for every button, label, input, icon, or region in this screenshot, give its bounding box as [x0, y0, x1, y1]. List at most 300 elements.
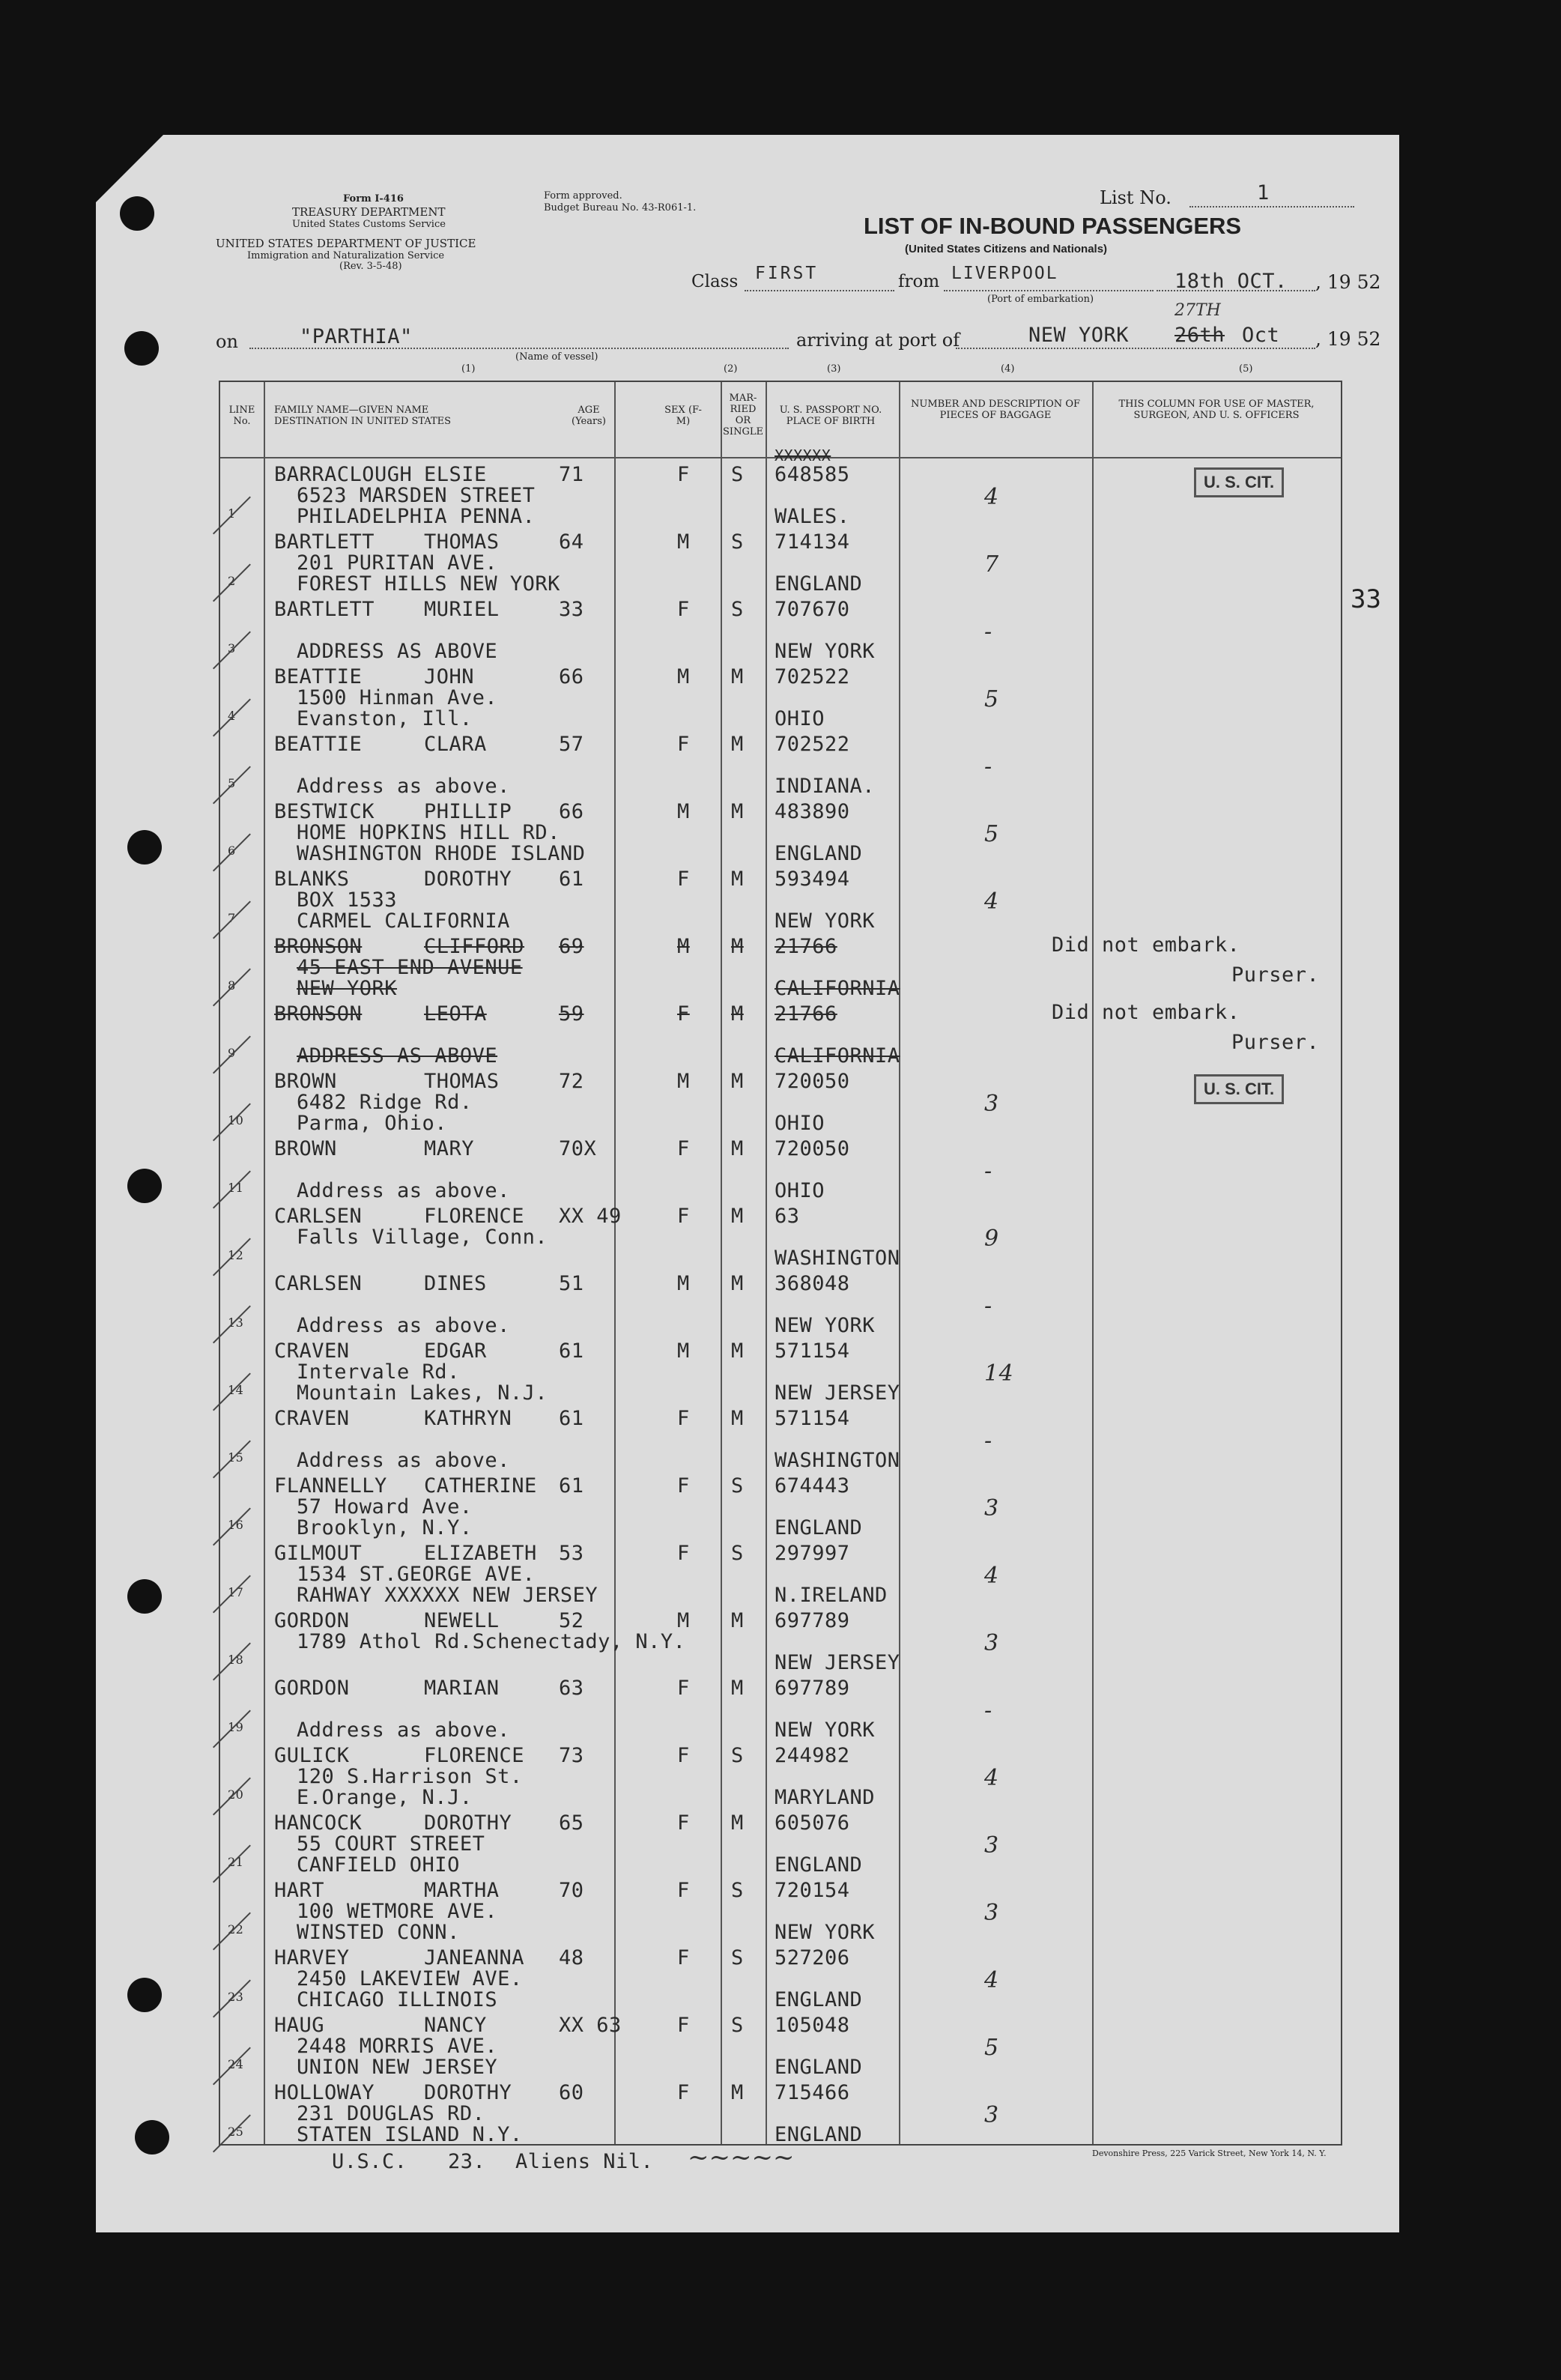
marital-status: S	[731, 1474, 744, 1498]
age: 60	[559, 2081, 584, 2104]
birthplace: WASHINGTON	[775, 1247, 900, 1270]
age: 61	[559, 1474, 584, 1498]
arrival-month: Oct	[1242, 324, 1280, 347]
passport-number: 720050	[775, 1137, 850, 1160]
binder-hole	[127, 1978, 162, 2012]
sex: F	[677, 733, 690, 756]
passport-number: 21766	[775, 935, 837, 958]
table-row	[220, 1470, 1341, 1537]
sex: M	[677, 935, 690, 958]
address-line-1: 1534 ST.GEORGE AVE.	[297, 1563, 536, 1586]
side-number: 33	[1351, 584, 1381, 614]
sex: F	[677, 1474, 690, 1498]
baggage-count: 3	[984, 1495, 999, 1521]
marital-status: M	[731, 1811, 744, 1835]
given-name: LEOTA	[424, 1002, 487, 1026]
age: 66	[559, 665, 584, 688]
us-citizen-stamp: U. S. CIT.	[1194, 467, 1284, 497]
date-departure: 18th OCT.	[1174, 270, 1288, 293]
birthplace: ENGLAND	[775, 842, 863, 865]
sex: F	[677, 2014, 690, 2037]
address-line-1: 57 Howard Ave.	[297, 1495, 473, 1518]
table-row	[220, 1335, 1341, 1405]
col-number-4: (4)	[1001, 363, 1015, 375]
address-line-2: Address as above.	[297, 1179, 510, 1202]
family-name: BLANKS	[274, 867, 350, 891]
table-row	[220, 1065, 1341, 1133]
address-line-2: Brooklyn, N.Y.	[297, 1516, 473, 1539]
birthplace: ENGLAND	[775, 2056, 863, 2079]
col-number-2: (2)	[724, 363, 738, 375]
footer-aliens: Aliens Nil.	[515, 2150, 654, 2173]
passport-number: 63	[775, 1205, 800, 1228]
family-name: GULICK	[274, 1744, 350, 1767]
line-number: 15	[228, 1450, 244, 1465]
table-row	[220, 998, 1341, 1068]
sex: F	[677, 867, 690, 891]
sex: M	[677, 665, 690, 688]
birthplace: OHIO	[775, 1112, 825, 1135]
address-line-1: 55 COURT STREET	[297, 1832, 485, 1856]
birthplace: WALES.	[775, 505, 850, 528]
baggage-count: 14	[984, 1360, 1014, 1387]
col-number-1: (1)	[461, 363, 476, 375]
col-header-baggage: NUMBER AND DESCRIPTION OF PIECES OF BAGGAGE	[910, 399, 1080, 421]
passport-number: 702522	[775, 733, 850, 756]
age: 52	[559, 1609, 584, 1632]
address-line-1: BOX 1533	[297, 888, 398, 912]
customs-label: United States Customs Service	[292, 219, 446, 230]
marital-status: S	[731, 1542, 744, 1565]
did-not-embark-note: Did not embark.	[1052, 933, 1240, 957]
age: XX 49	[559, 1205, 622, 1228]
address-line-1: 201 PURITAN AVE.	[297, 551, 498, 575]
address-line-2: WINSTED CONN.	[297, 1921, 460, 1944]
address-line-2: UNION NEW JERSEY	[297, 2056, 498, 2079]
given-name: DOROTHY	[424, 1811, 512, 1835]
marital-status: S	[731, 463, 744, 486]
age: 61	[559, 1407, 584, 1430]
line-number: 25	[228, 2125, 244, 2139]
binder-hole	[120, 196, 154, 231]
age: 66	[559, 800, 584, 823]
ins-label: Immigration and Naturalization Service	[247, 250, 445, 261]
address-line-2: CANFIELD OHIO	[297, 1853, 460, 1877]
table-row	[220, 2077, 1341, 2144]
col-number-5: (5)	[1239, 363, 1253, 375]
age: 71	[559, 463, 584, 486]
class-label: Class	[691, 272, 739, 291]
marital-status: M	[731, 665, 744, 688]
marital-status: M	[731, 1002, 744, 1026]
on-label: on	[216, 331, 238, 352]
address-line-1: HOME HOPKINS HILL RD.	[297, 821, 560, 844]
birthplace: NEW YORK	[775, 1921, 876, 1944]
birthplace: CALIFORNIA	[775, 1044, 900, 1068]
baggage-count: 3	[984, 1900, 999, 1926]
given-name: DOROTHY	[424, 2081, 512, 2104]
passport-number: 715466	[775, 2081, 850, 2104]
col-number-3: (3)	[827, 363, 841, 375]
marital-status: S	[731, 530, 744, 554]
address-line-1: 6482 Ridge Rd.	[297, 1091, 473, 1114]
arrival-date-struck: 26th	[1174, 324, 1225, 347]
table-row	[220, 1942, 1341, 2009]
vessel-note: (Name of vessel)	[515, 351, 598, 363]
vessel-name: "PARTHIA"	[300, 325, 413, 348]
binder-hole	[127, 830, 162, 865]
marital-status: M	[731, 1677, 744, 1700]
given-name: MARTHA	[424, 1879, 500, 1902]
line-number: 13	[228, 1315, 244, 1330]
footer-usc-label: U.S.C.	[332, 2150, 407, 2173]
sex: F	[677, 1542, 690, 1565]
age: 48	[559, 1946, 584, 1969]
table-row	[220, 863, 1341, 933]
binder-hole	[127, 1579, 162, 1614]
line-number: 21	[228, 1855, 244, 1869]
binder-hole	[127, 1169, 162, 1203]
family-name: HAUG	[274, 2014, 325, 2037]
line-number: 22	[228, 1922, 244, 1937]
table-row	[220, 1807, 1341, 1877]
col-header-age: AGE (Years)	[572, 405, 606, 427]
line-number: 6	[228, 844, 236, 858]
given-name: EDGAR	[424, 1339, 487, 1363]
passport-number: 527206	[775, 1946, 850, 1969]
line-number: 24	[228, 2057, 244, 2071]
family-name: HART	[274, 1879, 325, 1902]
line-number: 18	[228, 1653, 244, 1667]
birthplace: NEW YORK	[775, 1314, 876, 1337]
age: 61	[559, 1339, 584, 1363]
baggage-count: 4	[984, 1765, 999, 1791]
address-line-2: Address as above.	[297, 775, 510, 798]
birthplace: WASHINGTON	[775, 1449, 900, 1472]
baggage-count: -	[984, 1158, 992, 1184]
line-number: 23	[228, 1990, 244, 2004]
baggage-count: 9	[984, 1226, 999, 1252]
line-number: 16	[228, 1518, 244, 1532]
marital-status: M	[731, 800, 744, 823]
sex: F	[677, 598, 690, 621]
age: 51	[559, 1272, 584, 1295]
address-line-2: E.Orange, N.J.	[297, 1786, 473, 1809]
table-row	[220, 1672, 1341, 1742]
line-number: 19	[228, 1720, 244, 1734]
address-line-2: PHILADELPHIA PENNA.	[297, 505, 536, 528]
passport-number: 720154	[775, 1879, 850, 1902]
marital-status: M	[731, 1339, 744, 1363]
line-number: 17	[228, 1585, 244, 1599]
purser-label: Purser.	[1231, 963, 1320, 987]
birthplace: ENGLAND	[775, 1516, 863, 1539]
family-name: HANCOCK	[274, 1811, 363, 1835]
line-number: 5	[228, 776, 236, 790]
marital-status: M	[731, 1070, 744, 1093]
sex: F	[677, 1744, 690, 1767]
marital-status: S	[731, 1879, 744, 1902]
line-number: 11	[228, 1181, 244, 1195]
age: 57	[559, 733, 584, 756]
baggage-count: 5	[984, 821, 999, 847]
address-line-1: 2448 MORRIS AVE.	[297, 2035, 498, 2058]
family-name: BARTLETT	[274, 530, 375, 554]
baggage-count: -	[984, 1698, 992, 1724]
passport-number: 105048	[775, 2014, 850, 2037]
marital-status: M	[731, 2081, 744, 2104]
marital-status: S	[731, 1744, 744, 1767]
address-line-1: 1789 Athol Rd.Schenectady, N.Y.	[297, 1630, 686, 1653]
table-row	[220, 661, 1341, 728]
family-name: HARVEY	[274, 1946, 350, 1969]
line-number: 9	[228, 1046, 236, 1060]
given-name: ELSIE	[424, 463, 487, 486]
family-name: HOLLOWAY	[274, 2081, 375, 2104]
family-name: CRAVEN	[274, 1339, 350, 1363]
given-name: MARIAN	[424, 1677, 500, 1700]
passport-number: 605076	[775, 1811, 850, 1835]
table-row	[220, 728, 1341, 796]
baggage-count: 4	[984, 1967, 999, 1993]
baggage-count: 3	[984, 1832, 999, 1859]
folded-corner	[96, 135, 163, 202]
passport-number: 702522	[775, 665, 850, 688]
address-line-2: ADDRESS AS ABOVE	[297, 1044, 498, 1068]
table-row	[220, 2009, 1341, 2077]
table-row	[220, 1133, 1341, 1200]
passport-number: 593494	[775, 867, 850, 891]
passport-number: 707670	[775, 598, 850, 621]
address-line-1: 120 S.Harrison St.	[297, 1765, 523, 1788]
sex: F	[677, 1205, 690, 1228]
table-row	[220, 1402, 1341, 1470]
sex: M	[677, 800, 690, 823]
family-name: GORDON	[274, 1609, 350, 1632]
family-name: BEATTIE	[274, 665, 363, 688]
address-line-1: 45 EAST END AVENUE	[297, 956, 523, 979]
birthplace: NEW YORK	[775, 640, 876, 663]
birthplace: NEW JERSEY	[775, 1381, 900, 1405]
sex: M	[677, 1272, 690, 1295]
birthplace: ENGLAND	[775, 572, 863, 596]
address-line-2: FOREST HILLS NEW YORK	[297, 572, 560, 596]
col-header-sex: SEX (F-M)	[664, 405, 702, 427]
age: 69	[559, 935, 584, 958]
family-name: BRONSON	[274, 1002, 363, 1026]
form-approved: Form approved.	[544, 190, 622, 202]
passport-number: 714134	[775, 530, 850, 554]
address-line-1: 1500 Hinman Ave.	[297, 686, 498, 709]
family-name: CRAVEN	[274, 1407, 350, 1430]
manifest-page	[96, 135, 1399, 2232]
given-name: PHILLIP	[424, 800, 512, 823]
given-name: CLARA	[424, 733, 487, 756]
age: 65	[559, 1811, 584, 1835]
table-row	[220, 1739, 1341, 1807]
table-row	[220, 1537, 1341, 1605]
birthplace: CALIFORNIA	[775, 977, 900, 1000]
line-number: 12	[228, 1248, 244, 1262]
marital-status: M	[731, 1407, 744, 1430]
family-name: GORDON	[274, 1677, 350, 1700]
address-line-2: CHICAGO ILLINOIS	[297, 1988, 498, 2011]
family-name: FLANNELLY	[274, 1474, 387, 1498]
birthplace: MARYLAND	[775, 1786, 876, 1809]
sex: F	[677, 1879, 690, 1902]
purser-label: Purser.	[1231, 1031, 1320, 1054]
line-number: 14	[228, 1383, 244, 1397]
check-mark	[213, 2115, 251, 2153]
address-line-2: Evanston, Ill.	[297, 707, 473, 730]
line-number: 7	[228, 911, 236, 925]
birthplace: ENGLAND	[775, 1853, 863, 1877]
given-name: MARY	[424, 1137, 475, 1160]
list-no-label: List No.	[1100, 187, 1171, 208]
address-line-2: Address as above.	[297, 1719, 510, 1742]
col-header-officers: THIS COLUMN FOR USE OF MASTER, SURGEON, AND U. S. OFFICERS	[1118, 399, 1315, 421]
sex: F	[677, 1407, 690, 1430]
table-row	[220, 1874, 1341, 1942]
table-row	[220, 1605, 1341, 1672]
family-name: BESTWICK	[274, 800, 375, 823]
given-name: JOHN	[424, 665, 475, 688]
table-row	[220, 593, 1341, 661]
year-departure: , 19 52	[1315, 271, 1381, 293]
address-line-2: Address as above.	[297, 1314, 510, 1337]
passport-number: 368048	[775, 1272, 850, 1295]
line-number: 1	[228, 506, 236, 521]
birthplace: N.IRELAND	[775, 1584, 888, 1607]
class-value: FIRST	[755, 264, 819, 283]
sex: F	[677, 1137, 690, 1160]
given-name: FLORENCE	[424, 1744, 525, 1767]
given-name: MURIEL	[424, 598, 500, 621]
sex: F	[677, 1002, 690, 1026]
baggage-count: 4	[984, 484, 999, 510]
footer-usc-count: 23.	[448, 2150, 486, 2173]
given-name: CLIFFORD	[424, 935, 525, 958]
baggage-count: -	[984, 1428, 992, 1454]
sex: M	[677, 530, 690, 554]
family-name: BRONSON	[274, 935, 363, 958]
sex: M	[677, 1339, 690, 1363]
passport-number: 674443	[775, 1474, 850, 1498]
age: 73	[559, 1744, 584, 1767]
marital-status: M	[731, 867, 744, 891]
did-not-embark-note: Did not embark.	[1052, 1001, 1240, 1024]
baggage-count: -	[984, 754, 992, 780]
list-no-value: 1	[1257, 181, 1270, 205]
age: 61	[559, 867, 584, 891]
family-name: CARLSEN	[274, 1272, 363, 1295]
address-line-2: STATEN ISLAND N.Y.	[297, 2123, 523, 2146]
baggage-count: -	[984, 619, 992, 645]
given-name: DOROTHY	[424, 867, 512, 891]
passport-number: 697789	[775, 1677, 850, 1700]
family-name: BROWN	[274, 1137, 337, 1160]
baggage-count: 5	[984, 686, 999, 712]
page-title: LIST OF IN-BOUND PASSENGERS	[864, 213, 1242, 239]
line-number: 4	[228, 709, 236, 723]
passport-number: 571154	[775, 1407, 850, 1430]
baggage-count: 3	[984, 2102, 999, 2128]
family-name: CARLSEN	[274, 1205, 363, 1228]
address-line-1: 2450 LAKEVIEW AVE.	[297, 1967, 523, 1990]
age: 33	[559, 598, 584, 621]
sex: F	[677, 1677, 690, 1700]
binder-hole	[135, 2120, 169, 2155]
address-line-2: RAHWAY XXXXXX NEW JERSEY	[297, 1584, 598, 1607]
sex: F	[677, 1946, 690, 1969]
given-name: ELIZABETH	[424, 1542, 537, 1565]
age: 53	[559, 1542, 584, 1565]
marital-status: M	[731, 733, 744, 756]
address-line-2: Parma, Ohio.	[297, 1112, 448, 1135]
age: XX 63	[559, 2014, 622, 2037]
col-header-name: FAMILY NAME—GIVEN NAME DESTINATION IN UNITED STATES	[274, 405, 452, 427]
passport-number: 648585	[775, 463, 850, 486]
col-header-married: MAR-RIED OR SINGLE	[723, 393, 763, 437]
age: 63	[559, 1677, 584, 1700]
passport-number: 720050	[775, 1070, 850, 1093]
page-subtitle: (United States Citizens and Nationals)	[905, 243, 1108, 255]
given-name: KATHRYN	[424, 1407, 512, 1430]
birthplace: OHIO	[775, 707, 825, 730]
address-line-1: 100 WETMORE AVE.	[297, 1900, 498, 1923]
marital-status: M	[731, 935, 744, 958]
given-name: CATHERINE	[424, 1474, 537, 1498]
baggage-count: 5	[984, 2035, 999, 2061]
table-row	[220, 796, 1341, 863]
line-number: 10	[228, 1113, 244, 1127]
marital-status: M	[731, 1609, 744, 1632]
treasury-label: TREASURY DEPARTMENT	[292, 205, 446, 219]
birthplace: INDIANA.	[775, 775, 876, 798]
family-name: BROWN	[274, 1070, 337, 1093]
family-name: BARTLETT	[274, 598, 375, 621]
birthplace: OHIO	[775, 1179, 825, 1202]
birthplace: NEW YORK	[775, 909, 876, 933]
age: 70	[559, 1879, 584, 1902]
rev-label: (Rev. 3-5-48)	[339, 261, 402, 272]
passport-number: 697789	[775, 1609, 850, 1632]
arrival-date-correction: 27TH	[1174, 301, 1221, 320]
marital-status: M	[731, 1272, 744, 1295]
given-name: THOMAS	[424, 530, 500, 554]
signature: ~~~~~	[688, 2143, 795, 2172]
passport-number: 483890	[775, 800, 850, 823]
col-header-passport: U. S. PASSPORT NO. PLACE OF BIRTH	[779, 405, 882, 427]
address-line-2: Mountain Lakes, N.J.	[297, 1381, 548, 1405]
age: 59	[559, 1002, 584, 1026]
line-number: 3	[228, 641, 236, 655]
marital-status: S	[731, 2014, 744, 2037]
given-name: JANEANNA	[424, 1946, 525, 1969]
address-line-1: 231 DOUGLAS RD.	[297, 2102, 485, 2125]
baggage-count: 7	[984, 551, 999, 578]
table-row	[220, 1268, 1341, 1335]
given-name: NANCY	[424, 2014, 487, 2037]
line-number: 2	[228, 574, 236, 588]
birthplace: NEW JERSEY	[775, 1651, 900, 1674]
table-row	[220, 526, 1341, 596]
marital-status: S	[731, 598, 744, 621]
birthplace: ENGLAND	[775, 1988, 863, 2011]
table-row	[220, 930, 1341, 998]
sex: F	[677, 2081, 690, 2104]
marital-status: M	[731, 1205, 744, 1228]
